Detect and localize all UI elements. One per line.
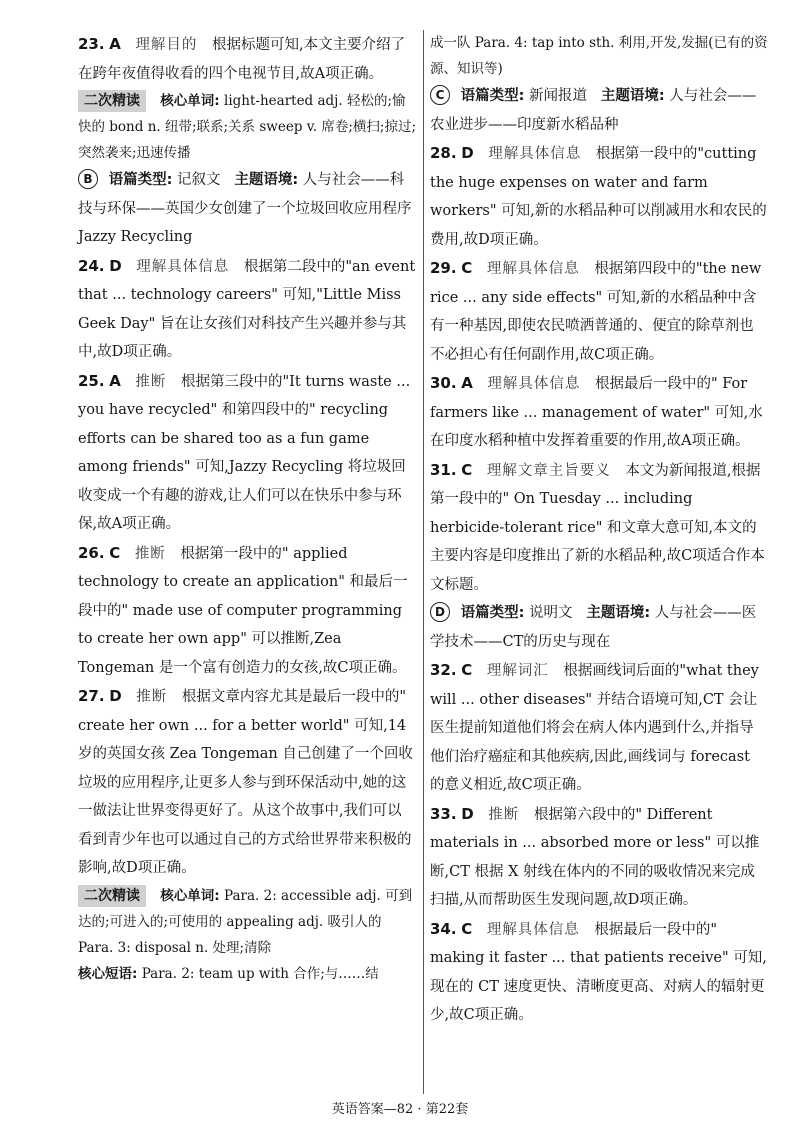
question-type: 理解词汇 xyxy=(486,663,549,679)
passage-c-header xyxy=(430,82,768,139)
explanation: 根据文章内容尤其是最后一段中的" create her own ... for a better world" 可知,14 岁的英国女孩 Zea Tongeman 自己创建了一个回收垃圾的应用程序,让更多人参与到环保活动中,她的这一做法让世界变得更好了。从这个故事中,我们可以看到青少年也可以通过自己的方式给世界带来积极的影响,故D项正确。 xyxy=(78,689,413,876)
question-number: 26. xyxy=(78,543,105,562)
explanation: 根据第三段中的"It turns waste ... you have recycled" 和第四段中的" recycling efforts can be shared too as a fun game among friends" 可知,Jazzy Recycling 将垃圾回收变成一个有趣的游戏,让人们可以在快乐中参与环保,故A项正确。 xyxy=(78,373,411,532)
vocab-body: light-hearted adj. 轻松的;愉快的 bond n. 纽带;联系;关系 sweep v. 席卷;横扫;掠过;突然袭来;迅速传播 xyxy=(78,93,417,161)
question-type: 理解文章主旨要义 xyxy=(486,462,611,479)
answer-31 xyxy=(430,456,768,600)
theme-value: 人与社会——农业进步——印度新水稻品种 xyxy=(430,88,757,133)
reread-tag: 二次精读 xyxy=(78,885,146,907)
right-column xyxy=(430,30,768,1030)
question-type: 理解具体信息 xyxy=(486,921,580,938)
passage-d-header xyxy=(430,599,768,656)
answer-letter: A xyxy=(461,374,473,392)
question-number: 25. xyxy=(78,371,105,390)
genre-label: 语篇类型: xyxy=(460,88,525,104)
question-type: 推断 xyxy=(135,373,167,390)
passage-badge: C xyxy=(430,85,450,105)
answer-letter: D xyxy=(109,256,122,275)
question-number: 34. xyxy=(430,919,457,938)
genre-label: 语篇类型: xyxy=(108,172,173,188)
genre-label: 语篇类型: xyxy=(460,605,525,621)
explanation: 根据画线词后面的"what they will ... other diseases" 并结合语境可知,CT 会让医生提前知道他们将会在病人体内遇到什么,并指导他们治疗癌症和其他疾病,因此,画线词与 forecast 的意义相近,故C项正确。 xyxy=(430,663,759,793)
answer-letter: C xyxy=(461,661,473,679)
question-number: 28. xyxy=(430,144,457,162)
genre-value: 说明文 xyxy=(529,605,573,621)
question-type: 推断 xyxy=(488,806,520,823)
page-footer: 英语答案—82 · 第22套 xyxy=(331,1102,469,1117)
explanation: 根据第六段中的" Different materials in ... absorbed more or less" 可以推断,CT 根据 X 射线在体内的不同的吸收情况来完成扫描,从而帮助医生发现问题,故D项正确。 xyxy=(430,806,760,908)
theme-value: 人与社会——科技与环保——英国少女创建了一个垃圾回收应用程序 Jazzy Recycling xyxy=(78,172,412,245)
explanation: 根据第一段中的"cutting the huge expenses on water and farm workers" 可知,新的水稻品种可以削减用水和农民的费用,故D项正确。 xyxy=(430,146,767,248)
explanation: 根据标题可知,本文主要介绍了在跨年夜值得收看的四个电视节目,故A项正确。 xyxy=(78,37,406,82)
question-type: 理解具体信息 xyxy=(486,261,580,277)
vocab-body: Para. 2: accessible adj. 可到达的;可进入的;可使用的 appealing adj. 吸引人的 Para. 3: disposal n. 处理;清除 xyxy=(78,887,413,956)
answer-30 xyxy=(430,369,768,456)
answer-letter: C xyxy=(109,543,121,562)
question-type: 理解具体信息 xyxy=(487,376,581,392)
explanation: 根据最后一段中的" For farmers like ... management of water" 可知,水在印度水稻种植中发挥着重要的作用,故A项正确。 xyxy=(430,376,763,449)
answer-23 xyxy=(78,30,416,88)
theme-label: 主题语境: xyxy=(600,88,665,104)
vocab-block-b xyxy=(78,883,416,961)
explanation: 根据第四段中的"the new rice ... any side effects" 可知,新的水稻品种中含有一种基因,即使农民喷洒普通的、便宜的除草剂也不必担心有任何副作用,故C项正确。 xyxy=(430,261,762,363)
phrase-block xyxy=(78,961,416,987)
question-type: 推断 xyxy=(136,689,168,705)
answer-letter: A xyxy=(109,371,121,390)
explanation: 根据第二段中的"an event that ... technology careers" 可知,"Little Miss Geek Day" 旨在让女孩们对科技产生兴趣并参与其中,故D项正确。 xyxy=(78,258,416,360)
answer-letter: C xyxy=(461,460,473,479)
answer-28 xyxy=(430,139,768,254)
answer-letter: D xyxy=(461,144,474,162)
answer-25 xyxy=(78,367,416,539)
answer-letter: C xyxy=(461,919,473,938)
left-column xyxy=(78,30,416,987)
answer-33 xyxy=(430,800,768,915)
answer-24 xyxy=(78,252,416,367)
answer-26 xyxy=(78,539,416,683)
question-number: 23. xyxy=(78,35,105,53)
answer-27 xyxy=(78,682,416,883)
passage-badge: D xyxy=(430,602,450,622)
explanation: 本文为新闻报道,根据第一段中的" On Tuesday ... including herbicide-tolerant rice" 和文章大意可知,本文的主要内容是印度推出了新的水稻品种,故C项适合作本文标题。 xyxy=(430,462,765,593)
question-number: 27. xyxy=(78,687,105,705)
question-type: 推断 xyxy=(134,545,166,562)
question-type: 理解具体信息 xyxy=(488,146,582,162)
theme-label: 主题语境: xyxy=(586,605,651,621)
reread-tag: 二次精读 xyxy=(78,90,146,112)
answer-29 xyxy=(430,254,768,369)
genre-value: 记叙文 xyxy=(177,172,221,188)
phrase-continued: 成一队 Para. 4: tap into sth. 利用,开发,发掘(已有的资源、知识等) xyxy=(430,35,768,77)
question-number: 29. xyxy=(430,259,457,277)
vocab-label: 核心单词: xyxy=(160,887,220,904)
answer-letter: C xyxy=(461,259,473,277)
phrase-body: Para. 2: team up with 合作;与……结 xyxy=(141,965,379,982)
explanation: 根据第一段中的" applied technology to create an application" 和最后一段中的" made use of computer programming to create her own app" 可以推断,Zea Tongeman 是一个富有创造力的女孩,故C项正确。 xyxy=(78,545,408,676)
answer-letter: D xyxy=(461,804,474,823)
answer-32 xyxy=(430,656,768,800)
answer-letter: A xyxy=(109,35,121,53)
answer-34 xyxy=(430,915,768,1030)
vocab-block-a xyxy=(78,88,416,166)
vocab-label: 核心单词: xyxy=(160,93,220,109)
theme-value: 人与社会——医学技术——CT的历史与现在 xyxy=(430,605,757,650)
question-type: 理解具体信息 xyxy=(136,258,230,275)
question-number: 31. xyxy=(430,460,457,479)
question-number: 30. xyxy=(430,374,457,392)
explanation: 根据最后一段中的" making it faster ... that patients receive" 可知,现在的 CT 速度更快、清晰度更高、对病人的辐射更少,故C项正确。 xyxy=(430,921,767,1023)
answer-letter: D xyxy=(109,687,122,705)
question-number: 24. xyxy=(78,256,105,275)
phrase-label: 核心短语: xyxy=(78,965,138,982)
column-divider xyxy=(423,30,424,1094)
question-number: 33. xyxy=(430,804,457,823)
passage-badge: B xyxy=(78,169,98,189)
theme-label: 主题语境: xyxy=(234,172,299,188)
question-number: 32. xyxy=(430,661,457,679)
genre-value: 新闻报道 xyxy=(529,88,588,104)
question-type: 理解目的 xyxy=(135,37,198,53)
passage-b-header xyxy=(78,166,416,252)
